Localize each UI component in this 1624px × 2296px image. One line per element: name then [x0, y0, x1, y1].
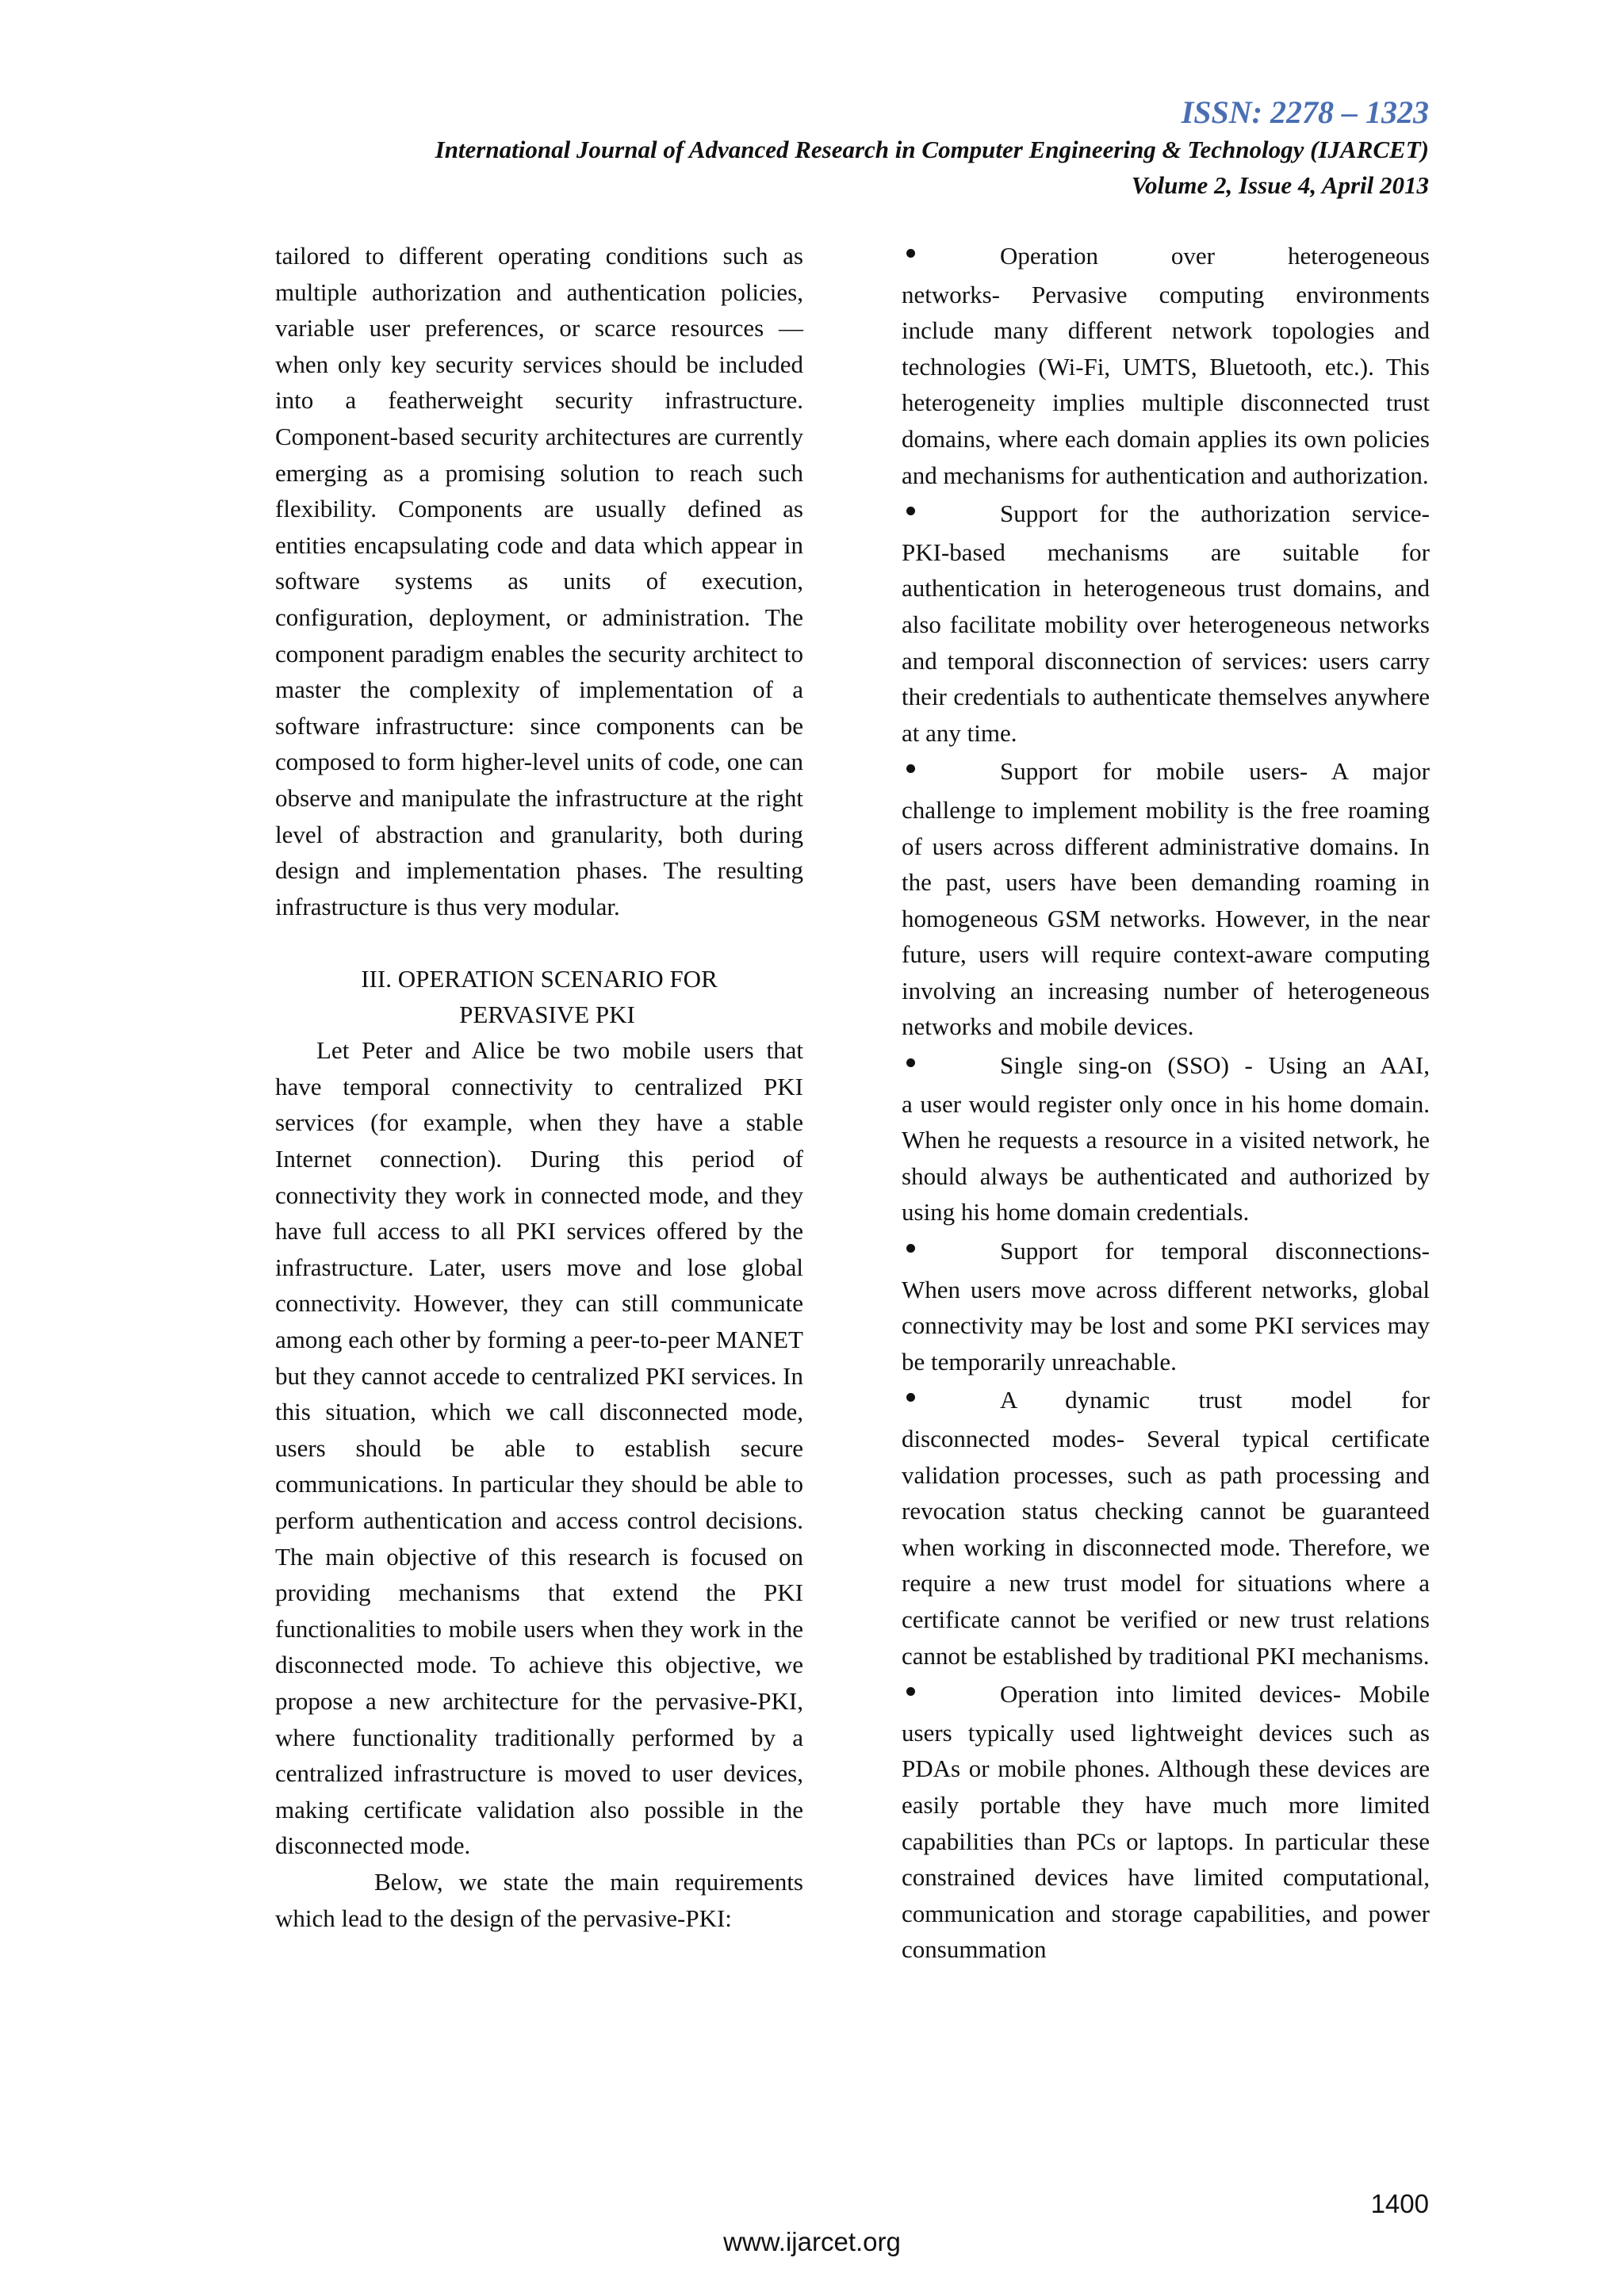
- journal-header: [435, 94, 1429, 203]
- requirement-lead: Support for mobile users- A major: [1000, 757, 1430, 786]
- body-paragraph: Below, we state the main requirements which lead to the design of the pervasive-PKI:: [275, 1867, 803, 1932]
- requirement-body: When users move across different networks, global connectivity may be lost and some PKI services may be temporarily unreachable.: [902, 1275, 1430, 1376]
- section-heading-line1: III. OPERATION SCENARIO FOR: [361, 965, 718, 993]
- bullet-icon: [902, 1382, 1000, 1418]
- requirement-item: [902, 238, 1430, 493]
- requirement-lead: A dynamic trust model for: [1000, 1386, 1430, 1414]
- requirement-body: challenge to implement mobility is the free roaming of users across different administrative domains. In the past, users have been demanding roaming in homogeneous GSM networks. However, in the near future, users will require context-aware computing involving an increasing number of heterogeneous networks and mobile devices.: [902, 795, 1430, 1041]
- requirement-lead: Single sing-on (SSO) - Using an AAI,: [1000, 1051, 1430, 1080]
- right-column: [902, 238, 1430, 1968]
- issn-label: ISSN: 2278 – 1323: [1181, 94, 1429, 130]
- requirement-item: [902, 1676, 1430, 1968]
- bullet-icon: [902, 238, 1000, 274]
- page-number: 1400: [1370, 2189, 1429, 2218]
- journal-title: International Journal of Advanced Research in Computer Engineering & Technology (IJARCET): [435, 136, 1429, 163]
- requirement-lead: Operation over heterogeneous: [1000, 242, 1430, 270]
- requirement-item: [902, 753, 1430, 1045]
- requirement-body: disconnected modes- Several typical certificate validation processes, such as path processing and revocation status checking cannot be guaranteed when working in disconnected mode. Therefore, we require a new trust model for situations where a certificate cannot be verified or new trust relations cannot be established by traditional PKI mechanisms.: [902, 1425, 1430, 1670]
- bullet-icon: [902, 496, 1000, 532]
- bullet-icon: [902, 1233, 1000, 1269]
- volume-issue: Volume 2, Issue 4, April 2013: [1131, 171, 1429, 199]
- requirement-body: networks- Pervasive computing environments include many different network topologies and technologies (Wi-Fi, UMTS, Bluetooth, etc.). This heterogeneity implies multiple disconnected trust domains, where each domain applies its own policies and mechanisms for authentication and authorization.: [902, 280, 1430, 489]
- body-paragraph: Let Peter and Alice be two mobile users that have temporal connectivity to centralized PKI services (for example, when they have a stable Internet connection). During this period of connectivity they work in connected mode, and they have full access to all PKI services offered by the infrastructure. Later, users move and lose global connectivity. However, they can still communicate among each other by forming a peer-to-peer MANET but they cannot accede to centralized PKI services. In this situation, which we call disconnected mode, users should be able to establish secure communications. In particular they should be able to perform authentication and access control decisions. The main objective of this research is focused on providing mechanisms that extend the PKI functionalities to mobile users when they work in the disconnected mode. To achieve this objective, we propose a new architecture for the pervasive-PKI, where functionality traditionally performed by a centralized infrastructure is moved to user devices, making certificate validation also possible in the disconnected mode.: [275, 1036, 803, 1860]
- requirement-item: [902, 1233, 1430, 1380]
- requirement-body: users typically used lightweight devices such as PDAs or mobile phones. Although these devices are easily portable they have much more limited capabilities than PCs or laptops. In particular these constrained devices have limited computational, communication and storage capabilities, and power consummation: [902, 1718, 1430, 1964]
- requirement-lead: Support for temporal disconnections-: [1000, 1237, 1430, 1265]
- requirement-item: [902, 496, 1430, 751]
- body-paragraph: tailored to different operating conditions such as multiple authorization and authentication policies, variable user preferences, or scarce resources — when only key security services should be included into a featherweight security infrastructure. Component-based security architectures are currently emerging as a promising solution to reach such flexibility. Components are usually defined as entities encapsulating code and data which appear in software systems as units of execution, configuration, deployment, or administration. The component paradigm enables the security architect to master the complexity of implementation of a software infrastructure: since components can be composed to form higher-level units of code, one can observe and manipulate the infrastructure at the right level of abstraction and granularity, both during design and implementation phases. The resulting infrastructure is thus very modular.: [275, 242, 803, 920]
- left-column: [275, 238, 803, 1936]
- bullet-icon: [902, 1676, 1000, 1712]
- footer-url[interactable]: www.ijarcet.org: [723, 2227, 901, 2256]
- requirement-item: [902, 1382, 1430, 1674]
- requirement-lead: Support for the authorization service-: [1000, 499, 1430, 528]
- section-heading-line2: PERVASIVE PKI: [459, 1001, 635, 1029]
- bullet-icon: [902, 753, 1000, 790]
- requirement-lead: Operation into limited devices- Mobile: [1000, 1680, 1430, 1709]
- requirement-body: a user would register only once in his home domain. When he requests a resource in a visited network, he should always be authenticated and authorized by using his home domain credentials.: [902, 1089, 1430, 1226]
- requirement-body: PKI-based mechanisms are suitable for authentication in heterogeneous trust domains, and also facilitate mobility over heterogeneous networks and temporal disconnection of services: users carry their credentials to authenticate themselves anywhere at any time.: [902, 538, 1430, 747]
- requirement-item: [902, 1047, 1430, 1230]
- bullet-icon: [902, 1047, 1000, 1084]
- section-heading: [275, 961, 803, 1032]
